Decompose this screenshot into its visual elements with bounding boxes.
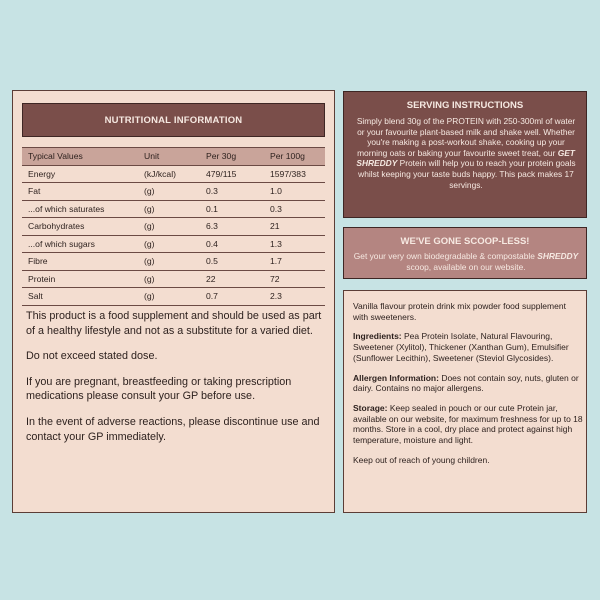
table-cell: 6.3 bbox=[200, 218, 264, 236]
scoop-text-end: scoop, available on our website. bbox=[406, 261, 526, 272]
scoop-text bbox=[352, 251, 580, 272]
table-cell: 0.3 bbox=[200, 183, 264, 201]
header-cell: Per 30g bbox=[200, 148, 264, 166]
table-cell: Protein bbox=[22, 270, 138, 288]
storage-text: Keep sealed in pouch or our cute Protein jar, available on our website, for maximum freshness for up to 18 months. Store in a cool, dry place and protect against high temperature, moisture and light. bbox=[353, 402, 583, 446]
note-text: In the event of adverse reactions, please discontinue use and contact your GP immediately. bbox=[26, 415, 320, 443]
header-cell: Typical Values bbox=[22, 148, 138, 166]
table-cell: (g) bbox=[138, 183, 200, 201]
table-cell: 2.3 bbox=[264, 288, 325, 306]
table-cell: 21 bbox=[264, 218, 325, 236]
table-row bbox=[22, 270, 325, 288]
table-cell: Fat bbox=[22, 183, 138, 201]
note-text: This product is a food supplement and should be used as part of a healthy lifestyle and not as a substitute for a varied diet. bbox=[26, 310, 322, 337]
nutrition-title: NUTRITIONAL INFORMATION bbox=[22, 103, 325, 137]
supplement-notes bbox=[26, 309, 326, 455]
table-row bbox=[22, 253, 325, 271]
table-row bbox=[22, 183, 325, 201]
serving-title: SERVING INSTRUCTIONS bbox=[406, 100, 524, 111]
nutrition-table bbox=[22, 147, 325, 306]
storage-section bbox=[353, 403, 583, 446]
ingredients-section bbox=[353, 331, 583, 363]
table-cell: (g) bbox=[138, 200, 200, 218]
table-cell: (g) bbox=[138, 270, 200, 288]
serving-text bbox=[352, 116, 580, 190]
table-cell: (g) bbox=[138, 218, 200, 236]
serving-instructions-panel bbox=[343, 91, 587, 218]
table-cell: (kJ/kcal) bbox=[138, 165, 200, 183]
scoop-title: WE'VE GONE SCOOP-LESS! bbox=[400, 236, 530, 247]
table-cell: 0.1 bbox=[200, 200, 264, 218]
table-cell: (g) bbox=[138, 288, 200, 306]
table-cell: 0.4 bbox=[200, 235, 264, 253]
table-cell: 0.7 bbox=[200, 288, 264, 306]
note-text: Do not exceed stated dose. bbox=[26, 350, 158, 363]
children-warning: Keep out of reach of young children. bbox=[353, 454, 490, 465]
header-cell: Unit bbox=[138, 148, 200, 166]
product-info bbox=[353, 301, 583, 474]
table-cell: 1.7 bbox=[264, 253, 325, 271]
table-cell: Salt bbox=[22, 288, 138, 306]
table-cell: 22 bbox=[200, 270, 264, 288]
allergen-section bbox=[353, 373, 583, 394]
table-cell: 0.3 bbox=[264, 200, 325, 218]
table-cell: Energy bbox=[22, 165, 138, 183]
table-row bbox=[22, 288, 325, 306]
table-cell: 72 bbox=[264, 270, 325, 288]
table-cell: Fibre bbox=[22, 253, 138, 271]
table-row bbox=[22, 165, 325, 183]
table-header-row bbox=[22, 148, 325, 166]
product-info-panel bbox=[343, 290, 587, 513]
allergen-label: Allergen Information: bbox=[353, 372, 439, 383]
table-cell: ...of which saturates bbox=[22, 200, 138, 218]
brand-name: SHREDDY bbox=[537, 251, 579, 261]
ingredients-label: Ingredients: bbox=[353, 331, 402, 342]
note-text: If you are pregnant, breastfeeding or taking prescription medications please consult your GP before use. bbox=[26, 375, 292, 403]
brand-name: GET SHREDDY bbox=[356, 147, 575, 169]
table-cell: Carbohydrates bbox=[22, 218, 138, 236]
product-description: Vanilla flavour protein drink mix powder food supplement with sweeteners. bbox=[353, 301, 566, 322]
table-cell: (g) bbox=[138, 253, 200, 271]
table-cell: (g) bbox=[138, 235, 200, 253]
scoop-less-panel bbox=[343, 227, 587, 279]
storage-label: Storage: bbox=[353, 402, 388, 413]
table-row bbox=[22, 218, 325, 236]
serving-text-start: Simply blend 30g of the PROTEIN with 250-300ml of water or your favourite plant-based milk and shake well. Whether you're making a post-workout shake, cooking up your morning oats or baking your favourite sweet treat, our bbox=[356, 116, 576, 158]
ingredients-text: Pea Protein Isolate, Natural Flavouring, Sweetener (Xylitol), Thickener (Xanthan Gum), Emulsifier (Sunflower Lecithin), Sweetener (Steviol Glycosides). bbox=[353, 331, 569, 363]
table-cell: 1.0 bbox=[264, 183, 325, 201]
allergen-text: Does not contain soy, nuts, gluten or dairy. Contains no major allergens. bbox=[353, 372, 579, 394]
nutrition-panel bbox=[12, 90, 335, 513]
table-cell: 1597/383 bbox=[264, 165, 325, 183]
table-row bbox=[22, 200, 325, 218]
table-row bbox=[22, 235, 325, 253]
table-cell: 0.5 bbox=[200, 253, 264, 271]
table-cell: 1.3 bbox=[264, 235, 325, 253]
header-cell: Per 100g bbox=[264, 148, 325, 166]
scoop-text-start: Get your very own biodegradable & compostable bbox=[353, 251, 538, 261]
table-cell: ...of which sugars bbox=[22, 235, 138, 253]
serving-text-end: Protein will help you to reach your protein goals whilst keeping your taste buds happy. This pack makes 17 servings. bbox=[358, 158, 576, 190]
table-cell: 479/115 bbox=[200, 165, 264, 183]
